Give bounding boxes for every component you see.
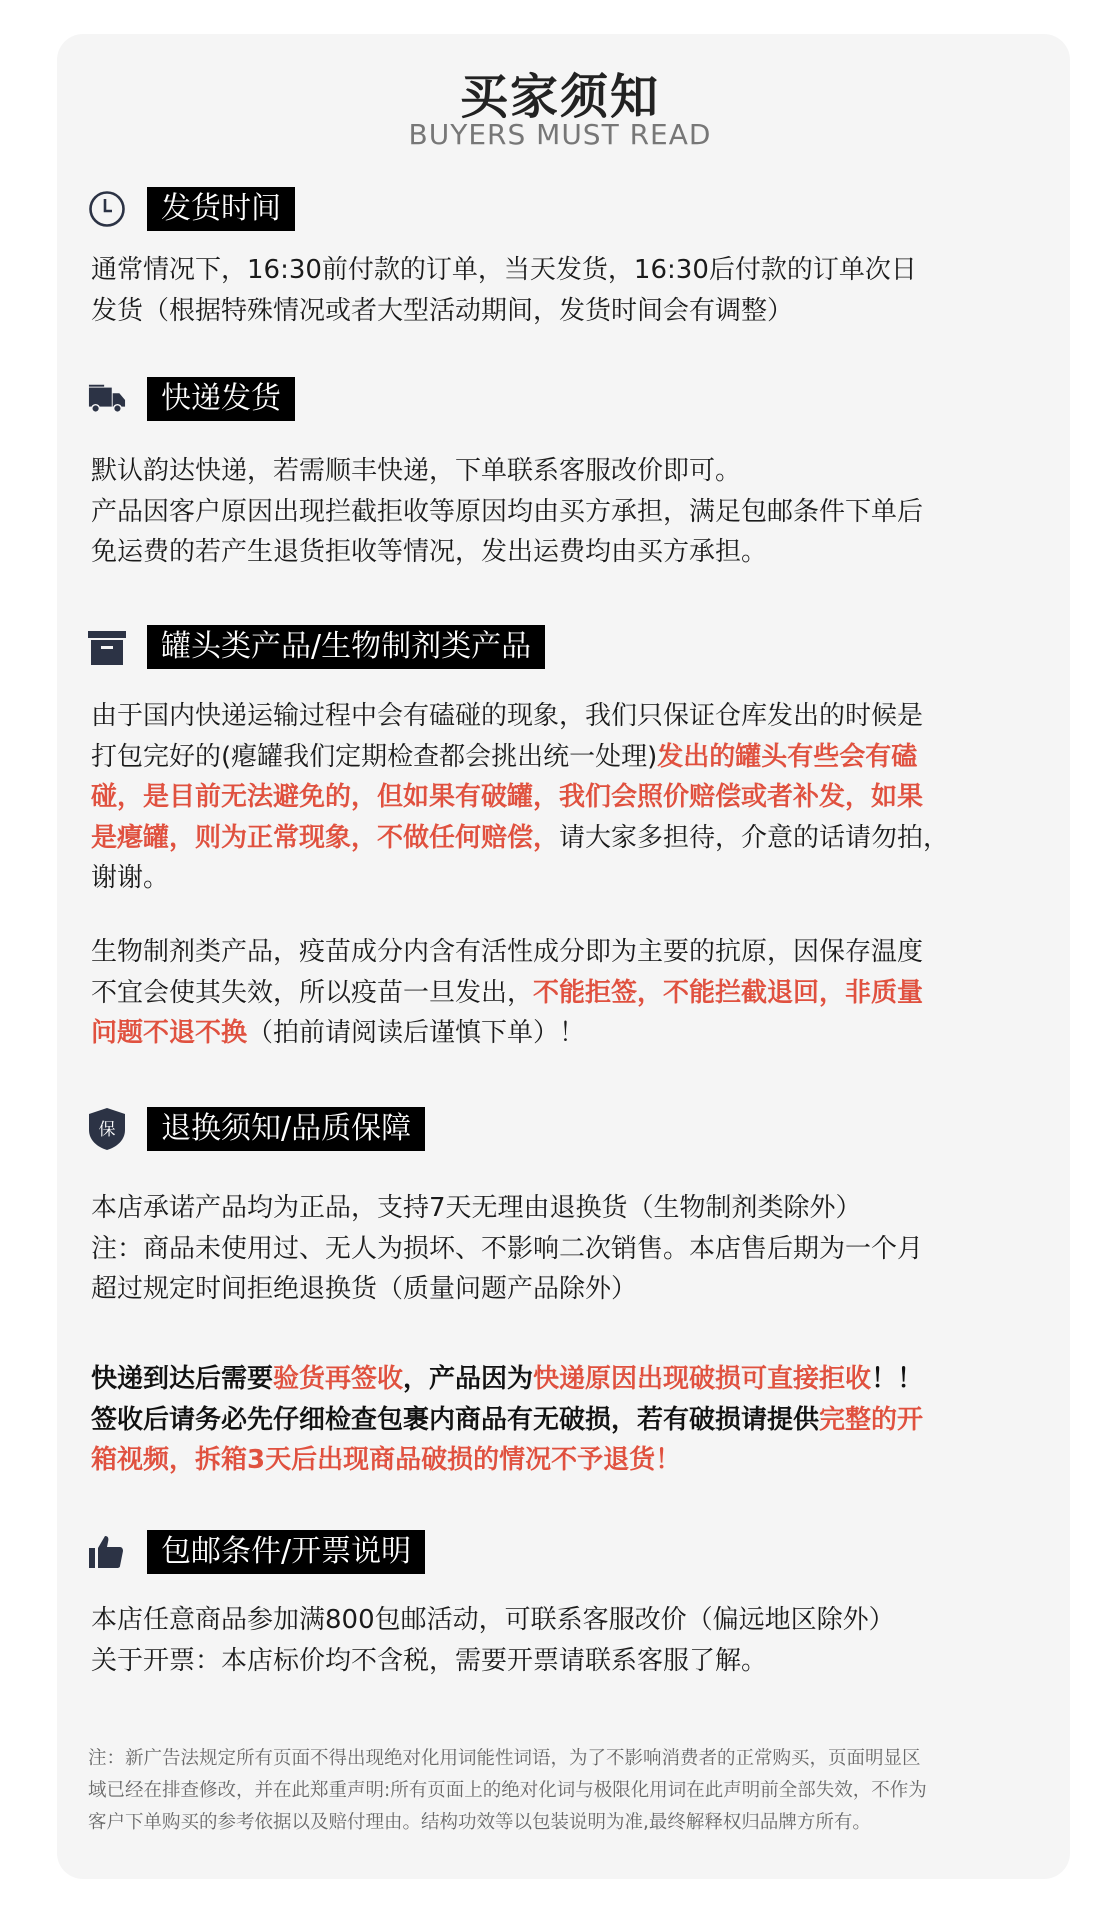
text-line — [91, 1400, 923, 1441]
highlight-text: 箱视频，拆箱3天后出现商品破损的情况不予退货！ — [91, 1445, 682, 1475]
body-text: 发货（根据特殊情况或者大型活动期间，发货时间会有调整） — [91, 295, 794, 326]
svg-text:保: 保 — [98, 1120, 116, 1140]
text-line — [91, 451, 923, 492]
shield-guarantee-icon — [88, 1109, 126, 1149]
page-subtitle: BUYERS MUST READ — [408, 118, 712, 151]
text-line — [91, 818, 949, 859]
bold-text: ，产品因为 — [403, 1364, 534, 1394]
section-paragraph — [91, 1600, 895, 1681]
section-title: 快递发货 — [147, 377, 295, 421]
section-title: 包邮条件/开票说明 — [147, 1530, 425, 1574]
section-header — [88, 377, 295, 421]
body-text: 谢谢。 — [91, 863, 170, 893]
body-text: 注：商品未使用过、无人为损坏、不影响二次销售。本店售后期为一个月 — [91, 1233, 924, 1264]
bold-text: 快递到达后需要 — [91, 1364, 274, 1394]
section-title: 退换须知/品质保障 — [147, 1107, 425, 1151]
body-text: 由于国内快递运输过程中会有磕碰的现象，我们只保证仓库发出的时候是 — [91, 701, 924, 731]
section-paragraph — [91, 1188, 923, 1310]
text-line — [91, 1269, 923, 1310]
text-line — [91, 250, 917, 291]
text-line — [91, 1641, 895, 1682]
bold-text: ！！ — [871, 1364, 924, 1394]
text-line — [91, 532, 923, 573]
body-text: 超过规定时间拒绝退换货（质量问题产品除外） — [91, 1274, 638, 1304]
highlight-text: 不能拒签，不能拦截退回，非质量 — [533, 977, 924, 1008]
text-line — [91, 696, 949, 737]
section-header — [88, 1530, 425, 1574]
body-text: 生物制剂类产品，疫苗成分内含有活性成分即为主要的抗原，因保存温度 — [91, 937, 924, 967]
text-line — [91, 737, 949, 778]
body-text: 不宜会使其失效，所以疫苗一旦发出， — [91, 977, 534, 1008]
text-line — [91, 777, 949, 818]
footnote-line: 客户下单购买的参考依据以及赔付理由。结构功效等以包装说明为准,最终解释权归品牌方所有。 — [88, 1812, 871, 1833]
archive-box-icon — [88, 627, 126, 667]
section-header — [88, 187, 295, 231]
section-header — [88, 625, 545, 669]
text-line — [91, 973, 923, 1014]
text-line — [91, 1440, 923, 1481]
highlight-text: 问题不退不换 — [91, 1018, 248, 1048]
highlight-text: 碰，是目前无法避免的，但如果有破罐，我们会照价赔偿或者补发，如果 — [91, 782, 924, 812]
section-paragraph — [91, 451, 923, 573]
highlight-text: 发出的罐头有些会有磕 — [657, 741, 918, 772]
body-text: （拍前请阅读后谨慎下单）！ — [247, 1018, 586, 1048]
text-line — [91, 1188, 923, 1229]
body-text: 通常情况下，16:30前付款的订单，当天发货，16:30后付款的订单次日 — [91, 255, 917, 285]
body-text: 产品因客户原因出现拦截拒收等原因均由买方承担，满足包邮条件下单后 — [91, 496, 924, 527]
section-header — [88, 1107, 425, 1151]
footnote — [88, 1743, 927, 1839]
body-text: 默认韵达快递，若需顺丰快递，下单联系客服改价即可。 — [91, 456, 742, 486]
text-line — [91, 858, 949, 899]
highlight-text: 是瘪罐，则为正常现象，不做任何赔偿， — [91, 822, 560, 853]
body-text: 打包完好的(瘪罐我们定期检查都会挑出统一处理) — [91, 741, 658, 772]
body-text: 本店任意商品参加满800包邮活动，可联系客服改价（偏远地区除外） — [91, 1605, 895, 1635]
section-paragraph — [91, 1359, 923, 1481]
highlight-text: 完整的开 — [819, 1404, 924, 1435]
page-title: 买家须知 — [459, 69, 660, 125]
text-line — [91, 932, 923, 973]
section-paragraph — [91, 250, 917, 331]
section-title: 发货时间 — [147, 187, 295, 231]
bold-text: 签收后请务必先仔细检查包裹内商品有无破损，若有破损请提供 — [91, 1404, 820, 1435]
body-text: 关于开票：本店标价均不含税，需要开票请联系客服了解。 — [91, 1645, 768, 1676]
text-line — [91, 1359, 923, 1400]
text-line — [91, 1229, 923, 1270]
thumbs-up-icon — [88, 1532, 126, 1572]
text-line — [91, 492, 923, 533]
clock-icon — [88, 189, 126, 229]
section-paragraph — [91, 696, 949, 899]
body-text: 本店承诺产品均为正品，支持7天无理由退换货（生物制剂类除外） — [91, 1193, 862, 1223]
footnote-line: 域已经在排查修改，并在此郑重声明:所有页面上的绝对化词与极限化用词在此声明前全部失效，不作为 — [88, 1780, 927, 1801]
truck-icon — [88, 379, 126, 419]
highlight-text: 验货再签收 — [273, 1364, 404, 1394]
section-paragraph — [91, 932, 923, 1054]
section-title: 罐头类产品/生物制剂类产品 — [147, 625, 545, 669]
text-line — [91, 1600, 895, 1641]
footnote-line: 注：新广告法规定所有页面不得出现绝对化用词能性词语，为了不影响消费者的正常购买，页面明显区 — [88, 1748, 921, 1769]
text-line — [91, 291, 917, 332]
text-line — [91, 1013, 923, 1054]
highlight-text: 快递原因出现破损可直接拒收 — [533, 1364, 872, 1394]
body-text: 请大家多担待，介意的话请勿拍， — [559, 822, 950, 853]
body-text: 免运费的若产生退货拒收等情况，发出运费均由买方承担。 — [91, 537, 768, 567]
